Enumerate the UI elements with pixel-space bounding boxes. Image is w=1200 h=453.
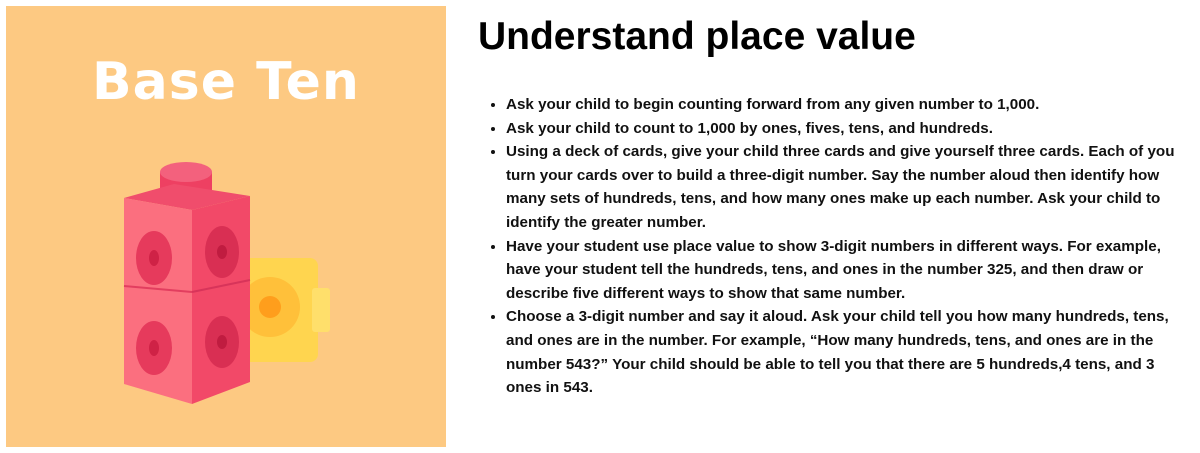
list-item: • Using a deck of cards, give your child three cards and give yourself three cards. Each of you turn your cards over to build a three-digit number. Say the number aloud then identify how many sets of hundreds, tens, and how many ones make up each number. Ask your child to identify the greater number. [506, 140, 1190, 234]
page-title: Understand place value [478, 15, 916, 58]
base-ten-image [6, 6, 446, 447]
upper-pink-cube [124, 196, 250, 292]
list-item: • Ask your child to begin counting forward from any given number to 1,000. [506, 93, 1190, 117]
lower-pink-cube [124, 280, 250, 404]
list-item: • Choose a 3-digit number and say it aloud. Ask your child tell you how many hundreds, tens, and ones are in the number. For example, “How many hundreds, tens, and ones are in the number 543?” Your child should be able to tell you that there are 5 hundreds,4 tens, and 3 ones in 543. [506, 305, 1190, 399]
list-item: • Ask your child to count to 1,000 by ones, fives, tens, and hundreds. [506, 117, 1190, 141]
yellow-cube [240, 258, 330, 362]
hero-title: Base Ten [92, 52, 360, 112]
tips-list [478, 93, 1190, 400]
list-item: • Have your student use place value to show 3-digit numbers in different ways. For example, have your student tell the hundreds, tens, and ones in the number 325, and then draw or describe five different ways to show that same number. [506, 235, 1190, 306]
